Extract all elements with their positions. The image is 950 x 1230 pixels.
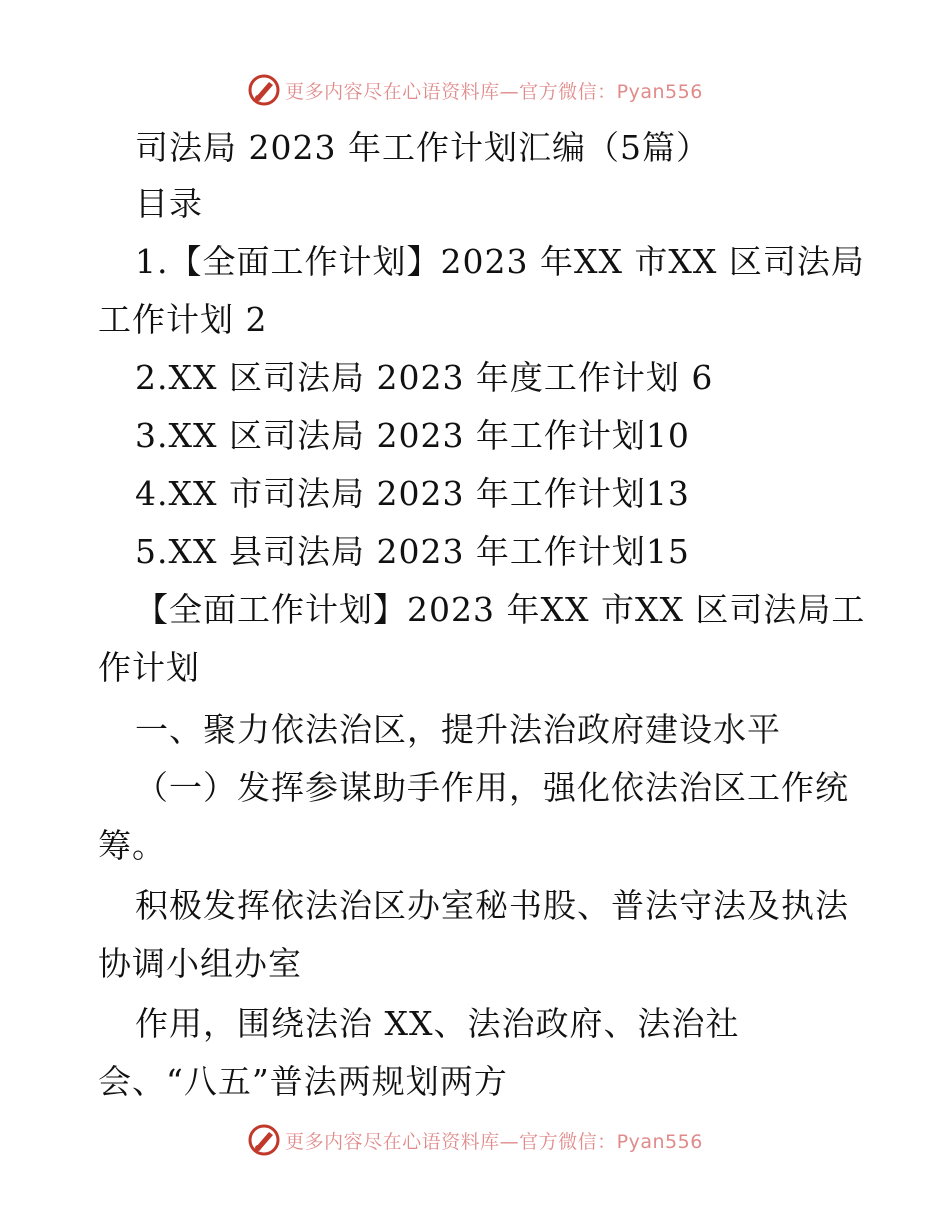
toc-item-2: 2.XX 区司法局 2023 年度工作计划 6: [135, 358, 714, 397]
document-title: 司法局 2023 年工作计划汇编（5篇）: [135, 128, 710, 167]
paragraph-2-line1: 作用，围绕法治 XX、法治政府、法治社: [135, 1004, 740, 1043]
watermark-footer: [0, 1120, 950, 1160]
toc-item-3: 3.XX 区司法局 2023 年工作计划10: [135, 416, 690, 455]
paragraph-1-line2: 协调小组办室: [98, 944, 302, 983]
toc-item-1-line2: 工作计划 2: [98, 300, 268, 339]
heading-1: 一、聚力依法治区，提升法治政府建设水平: [135, 710, 781, 749]
section-title-line2: 作计划: [98, 648, 200, 687]
toc-item-5: 5.XX 县司法局 2023 年工作计划15: [135, 532, 690, 571]
pen-seal-icon: [247, 1123, 281, 1157]
toc-heading: 目录: [135, 184, 203, 223]
watermark-text: 更多内容尽在心语资料库—官方微信：Pyan556: [285, 80, 703, 103]
pen-seal-icon: [247, 73, 281, 107]
subheading-line2: 筹。: [98, 826, 166, 865]
watermark-text: 更多内容尽在心语资料库—官方微信：Pyan556: [285, 1130, 703, 1153]
paragraph-1-line1: 积极发挥依法治区办室秘书股、普法守法及执法: [135, 886, 849, 925]
paragraph-2-line2: 会、“八五”普法两规划两方: [98, 1062, 508, 1101]
section-title-line1: 【全面工作计划】2023 年XX 市XX 区司法局工: [135, 590, 866, 629]
watermark-header: [0, 70, 950, 110]
subheading-line1: （一）发挥参谋助手作用，强化依法治区工作统: [135, 768, 849, 807]
toc-item-4: 4.XX 市司法局 2023 年工作计划13: [135, 474, 690, 513]
toc-item-1-line1: 1.【全面工作计划】2023 年XX 市XX 区司法局: [135, 242, 865, 281]
